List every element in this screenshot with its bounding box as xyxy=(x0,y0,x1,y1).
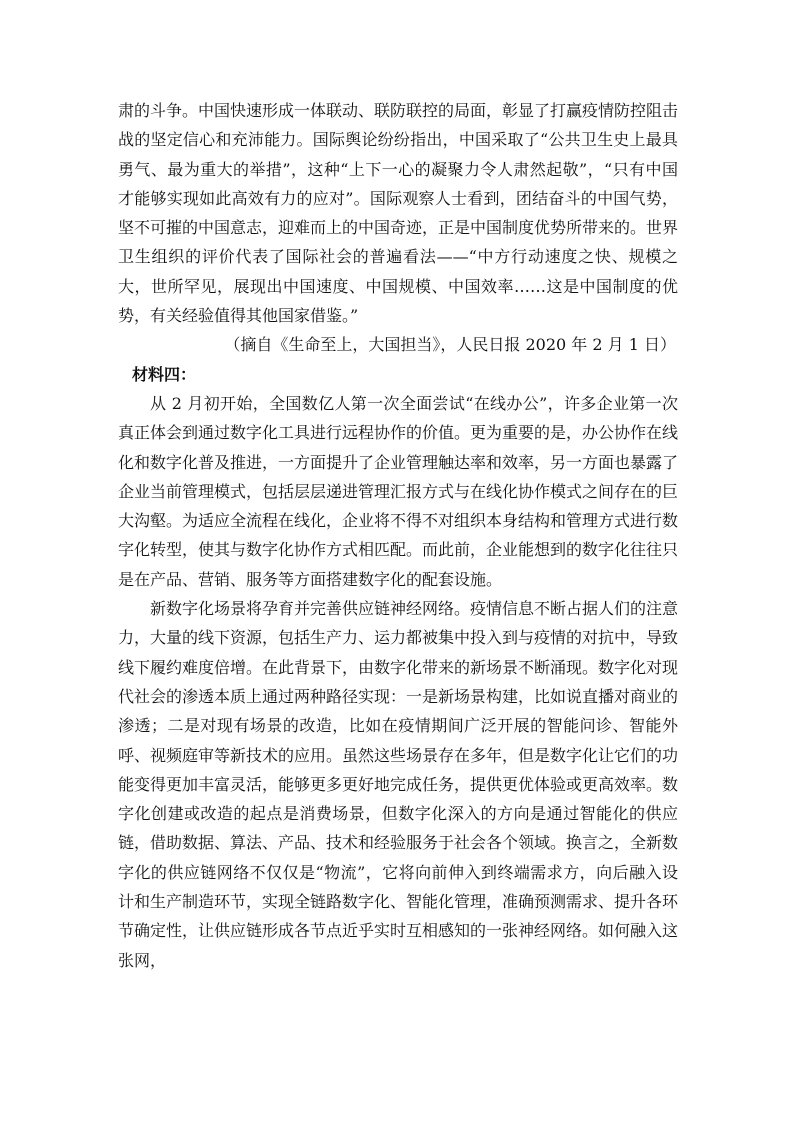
paragraph-continuation: 肃的斗争。中国快速形成一体联动、联防联控的局面，彰显了打赢疫情防控阻击战的坚定信心和充沛能力。国际舆论纷纷指出，中国采取了“公共卫生史上最具勇气、最为重大的举措”，这种“上下一心的凝聚力令人肃然起敬”，“只有中国才能够实现如此高效有力的应对”。国际观察人士看到，团结奋斗的中国气势，坚不可摧的中国意志，迎难而上的中国奇迹，正是中国制度优势所带来的。世界卫生组织的评价代表了国际社会的普遍看法——“中方行动速度之快、规模之大，世所罕见，展现出中国速度、中国规模、中国效率……这是中国制度的优势，有关经验值得其他国家借鉴。” xyxy=(118,101,679,326)
paragraph-online-office: 从 2 月初开始，全国数亿人第一次全面尝试“在线办公”，许多企业第一次真正体会到通过数字化工具进行远程协作的价值。更为重要的是，办公协作在线化和数字化普及推进，一方面提升了企业管理触达率和效率，另一方面也暴露了企业当前管理模式，包括层层递进管理汇报方式与在线化协作模式之间存在的巨大沟壑。为适应全流程在线化，企业将不得不对组织本身结构和管理方式进行数字化转型，使其与数字化协作方式相匹配。而此前，企业能想到的数字化往往只是在产品、营销、服务等方面搭建数字化的配套设施。 xyxy=(118,393,679,589)
source-citation: （摘自《生命至上，大国担当》，人民日报 2020 年 2 月 1 日） xyxy=(224,335,676,355)
paragraph-supply-chain-network: 新数字化场景将孕育并完善供应链神经网络。疫情信息不断占据人们的注意力，大量的线下资源，包括生产力、运力都被集中投入到与疫情的对抗中，导致线下履约难度倍增。在此背景下，由数字化带来的新场景不断涌现。数字化对现代社会的渗透本质上通过两种路径实现：一是新场景构建，比如说直播对商业的渗透；二是对现有场景的改造，比如在疫情期间广泛开展的智能问诊、智能外呼、视频庭审等新技术的应用。虽然这些场景存在多年，但是数字化让它们的功能变得更加丰富灵活，能够更多更好地完成任务，提供更优体验或更高效率。数字化创建或改造的起点是消费场景，但数字化深入的方向是通过智能化的供应链，借助数据、算法、产品、技术和经验服务于社会各个领域。换言之，全新数字化的供应链网络不仅仅是“物流”，它将向前伸入到终端需求方，向后融入设计和生产制造环节，实现全链路数字化、智能化管理，准确预测需求、提升各环节确定性，让供应链形成各节点近乎实时互相感知的一张神经网络。如何融入这张网， xyxy=(118,599,679,970)
section-heading-material-four: 材料四： xyxy=(132,364,197,384)
document-body xyxy=(118,96,678,975)
